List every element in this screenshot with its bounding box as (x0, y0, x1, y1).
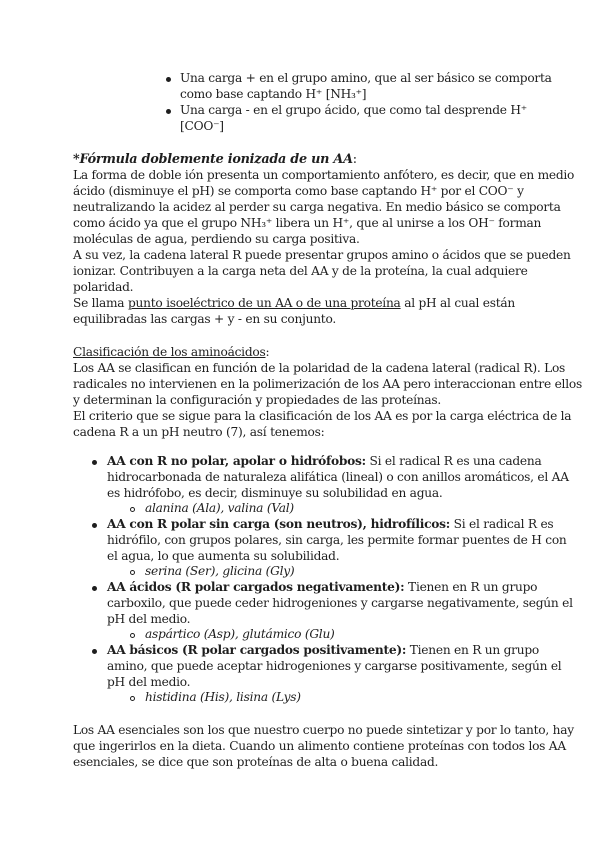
sub-bullet-icon (130, 570, 135, 575)
isoelectric-point-term: punto isoeléctrico de un AA o de una proteína (127, 296, 401, 310)
paragraph-line: moléculas de agua, perdiendo su carga positiva. (73, 232, 360, 246)
paragraph-line: cadena R a un pH neutro (7), así tenemos: (73, 425, 325, 439)
paragraph-line: radicales no intervienen en la polimerización de los AA pero interaccionan entre ellos (73, 377, 582, 391)
class-item-text: pH del medio. (107, 612, 191, 626)
paragraph-line: y determinan la configuración y propiedades de las proteínas. (73, 393, 441, 407)
paragraph-line: equilibradas las cargas + y - en su conjunto. (73, 312, 336, 326)
class-item-polar-neutral: AA con R polar sin carga (son neutros), hidrofílicos: Si el radical R es (107, 517, 554, 531)
class-examples: alanina (Ala), valina (Val) (145, 501, 294, 515)
paragraph-line: esenciales, se dice que son proteínas de alta o buena calidad. (73, 755, 439, 769)
class-item-text: hidrocarbonada de naturaleza alifática (lineal) o con anillos aromáticos, el AA (107, 470, 569, 484)
class-item-text: el agua, lo que aumenta su solubilidad. (107, 549, 340, 563)
paragraph-line: ionizar. Contribuyen a la carga neta del AA y de la proteína, la cual adquiere (73, 264, 528, 278)
sub-bullet-icon (130, 507, 135, 512)
bullet-icon (166, 109, 171, 114)
intro-bullet-1-cont: como base captando H⁺ [NH₃⁺] (180, 87, 367, 101)
bullet-icon (92, 460, 97, 465)
intro-bullet-2: Una carga - en el grupo ácido, que como tal desprende H⁺ (180, 103, 527, 117)
class-item-acidic: AA ácidos (R polar cargados negativamente): Tienen en R un grupo (107, 580, 538, 594)
class-examples: histidina (His), lisina (Lys) (145, 690, 301, 704)
section-heading-classification: Clasificación de los aminoácidos: (73, 345, 270, 359)
intro-bullet-1: Una carga + en el grupo amino, que al ser básico se comporta (180, 71, 552, 85)
bullet-icon (92, 586, 97, 591)
sub-bullet-icon (130, 696, 135, 701)
class-examples: serina (Ser), glicina (Gly) (145, 564, 295, 578)
class-item-nonpolar: AA con R no polar, apolar o hidrófobos: Si el radical R es una cadena (107, 454, 542, 468)
isoelectric-point-line: Se llama punto isoeléctrico de un AA o de una proteína al pH al cual están (73, 296, 516, 310)
class-item-text: amino, que puede aceptar hidrogeniones y cargarse positivamente, según el (107, 659, 562, 673)
class-item-text: pH del medio. (107, 675, 191, 689)
paragraph-line: polaridad. (73, 280, 134, 294)
paragraph-line: neutralizando la acidez al perder su carga negativa. En medio básico se comporta (73, 200, 561, 214)
class-examples: aspártico (Asp), glutámico (Glu) (145, 627, 335, 641)
bullet-icon (92, 649, 97, 654)
bullet-icon (166, 77, 171, 82)
bullet-icon (92, 523, 97, 528)
sub-bullet-icon (130, 633, 135, 638)
paragraph-line: que ingerirlos en la dieta. Cuando un alimento contiene proteínas con todos los AA (73, 739, 566, 753)
class-item-text: es hidrófobo, es decir, disminuye su solubilidad en agua. (107, 486, 443, 500)
paragraph-line: La forma de doble ión presenta un comportamiento anfótero, es decir, que en medio (73, 168, 575, 182)
paragraph-line: como ácido ya que el grupo NH₃⁺ libera un H⁺, que al unirse a los OH⁻ forman (73, 216, 542, 230)
paragraph-line: Los AA se clasifican en función de la polaridad de la cadena lateral (radical R). Los (73, 361, 566, 375)
intro-bullet-2-cont: [COO⁻] (180, 119, 224, 133)
class-item-text: carboxilo, que puede ceder hidrogeniones y cargarse negativamente, según el (107, 596, 573, 610)
paragraph-line: ácido (disminuye el pH) se comporta como base captando H⁺ por el COO⁻ y (73, 184, 524, 198)
class-item-text: hidrófilo, con grupos polares, sin carga, les permite formar puentes de H con (107, 533, 567, 547)
class-item-basic: AA básicos (R polar cargados positivamente): Tienen en R un grupo (107, 643, 539, 657)
paragraph-line: A su vez, la cadena lateral R puede presentar grupos amino o ácidos que se pueden (73, 248, 571, 262)
paragraph-line: El criterio que se sigue para la clasificación de los AA es por la carga eléctrica de la (73, 409, 572, 423)
paragraph-line: Los AA esenciales son los que nuestro cuerpo no puede sintetizar y por lo tanto, hay (73, 723, 574, 737)
section-heading-formula: *Fórmula doblemente ionizada de un AA: (73, 152, 357, 167)
